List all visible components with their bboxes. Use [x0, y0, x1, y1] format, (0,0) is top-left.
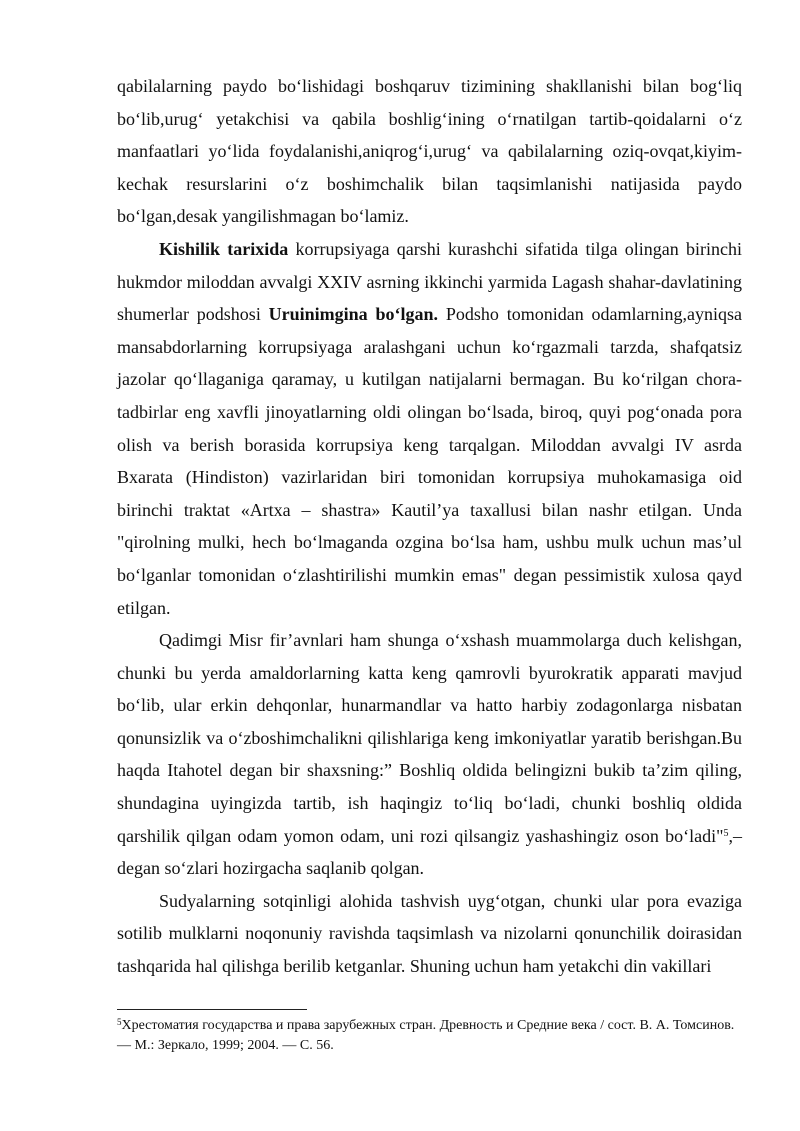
- page-body: [117, 70, 742, 983]
- footnote: [117, 1016, 742, 1056]
- paragraph-1: [117, 70, 742, 233]
- footnote-reference: 5: [723, 827, 729, 839]
- footnote-separator: [117, 1009, 307, 1010]
- paragraph-2-text-a: korrupsiyaga qarshi kurashchi sifatida tilga olingan birinchi hukmdor miloddan avvalgi XXIV asrning ikkinchi yarmida Lagash shahar-davlatining shumerlar podshosi: [117, 238, 743, 325]
- footnote-text: Хрестоматия государства и права зарубежных стран. Древность и Средние века / сост. В. А. Томсинов. — М.: Зеркало, 1999; 2004. — С. 56.: [117, 1018, 735, 1053]
- paragraph-4: [117, 885, 742, 983]
- paragraph-3: [117, 624, 742, 885]
- bold-phrase-kishilik-tarixida: Kishilik tarixida: [159, 238, 289, 259]
- paragraph-3-text-a: Qadimgi Misr fir’avnlari ham shunga o‘xshash muammolarga duch kelishgan, chunki bu yerda amaldorlarning katta keng qamrovli byurokratik apparati mavjud bo‘lib, ular erkin dehqonlar, hunarmandlar va hatto harbiy zodagonlarga nisbatan qonunsizlik va o‘zboshimchalikni qilishlariga keng imkoniyatlar yaratib berishgan.Bu haqda Itahotel degan bir shaxsning:” Boshliq oldida belingizni bukib ta’zim qiling, shundagina uyingizda tartib, ish haqingiz to‘liq bo‘ladi, chunki boshliq oldida qarshilik qilgan odam yomon odam, uni rozi qilsangiz yashashingiz oson bo‘ladi": [117, 630, 742, 846]
- paragraph-4-text: Sudyalarning sotqinligi alohida tashvish uyg‘otgan, chunki ular pora evaziga sotilib mulklarni noqonuniy ravishda taqsimlash va nizolarni qonunchilik doirasidan tashqarida hal qilishga berilib ketganlar. Shuning uchun ham yetakchi din vakillari: [117, 890, 742, 977]
- paragraph-2: [117, 233, 742, 624]
- bold-phrase-uruinimgina: Uruinimgina bo‘lgan.: [268, 304, 439, 325]
- footnote-marker: 5: [117, 1017, 122, 1027]
- paragraph-1-text: qabilalarning paydo bo‘lishidagi boshqaruv tizimining shakllanishi bilan bog‘liq bo‘lib,urug‘ yetakchisi va qabila boshlig‘ining o‘rnatilgan tartib-qoidalarni o‘z manfaatlari yo‘lida foydalanishi,aniqrog‘i,urug‘ va qabilalarning oziq-ovqat,kiyim-kechak resurslarini o‘z boshimchalik bilan taqsimlanishi natijasida paydo bo‘lgan,desak yangilishmagan bo‘lamiz.: [117, 76, 742, 227]
- paragraph-3-text-b: ,– degan so‘zlari hozirgacha saqlanib qolgan.: [117, 825, 742, 879]
- paragraph-2-text-b: Podsho tomonidan odamlarning,ayniqsa mansabdorlarning korrupsiyaga aralashgani uchun ko‘rgazmali tarzda, shafqatsiz jazolar qo‘llaganiga qaramay, u kutilgan natijalarni bermagan. Bu ko‘rilgan chora-tadbirlar eng xavfli jinoyatlarning oldi olingan bo‘lsada, biroq, quyi pog‘onada pora olish va berish borasida korrupsiya keng tarqalgan. Miloddan avvalgi IV asrda Bxarata (Hindiston) vazirlaridan biri tomonidan korrupsiya muhokamasiga oid birinchi traktat «Artxa – shastra» Kautil’ya taxallusi bilan nashr etilgan. Unda "qirolning mulki, hech bo‘lmaganda ozgina bo‘lsa ham, ushbu mulk uchun mas’ul bo‘lganlar tomonidan o‘zlashtirilishi mumkin emas" degan pessimistik xulosa qayd etilgan.: [117, 304, 742, 618]
